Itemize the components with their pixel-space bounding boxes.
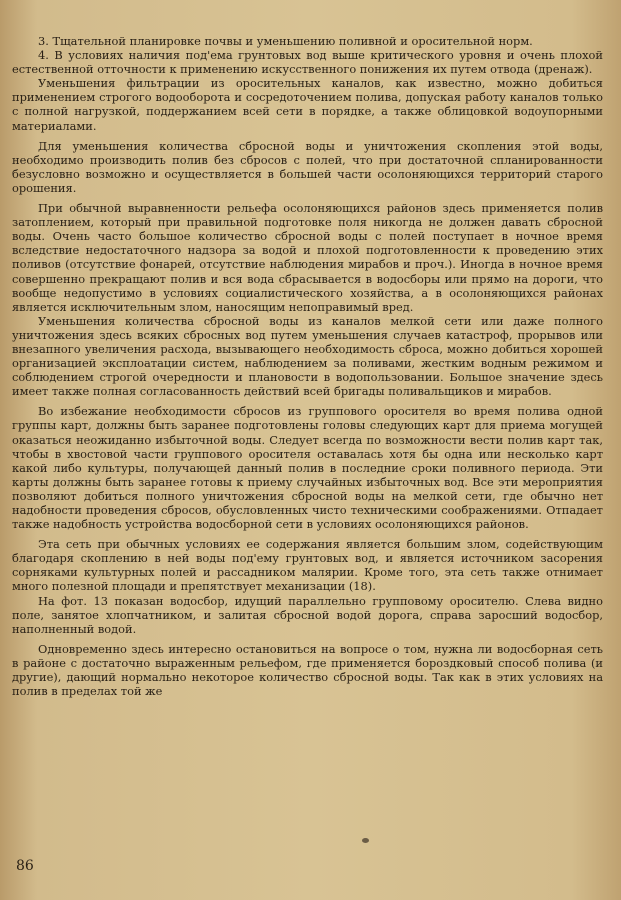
paragraph: Уменьшения фильтрации из оросительных каналов, как известно, можно добиться применением строгого водооборота и сосредоточением полива, допуская работу каналов только с полной нагрузкой, поддержанием всей сети в порядке, а также облицовкой водоупорными материалами. <box>12 76 603 133</box>
body-text <box>12 34 603 698</box>
paragraph: Одновременно здесь интересно остановиться на вопросе о том, нужна ли водосборная сеть в районе с достаточно выраженным рельефом, где применяется бороздковый способ полива (и другие), дающий нормально некоторое количество сбросной воды. Так как в этих условиях на полив в пределах той же <box>12 641 603 699</box>
paragraph: Уменьшения количества сбросной воды из каналов мелкой сети или даже полного уничтожения здесь всяких сбросных вод путем уменьшения случаев катастроф, прорывов или внезапного увеличения расхода, вызывающего необходимость сброса, можно добиться хорошей организацией эксплоатации систем, наблюдением за поливами, жестким водным режимом и соблюдением строгой очередности и плановости в водопользовании. Большое значение здесь имеет также полная согласованность действий всей бригады поливальщиков и мирабов. <box>12 313 603 399</box>
page-number: 86 <box>16 858 34 874</box>
paragraph: Для уменьшения количества сбросной воды и уничтожения скопления этой воды, необходимо производить полив без сбросов с полей, что при достаточной спланированности безусловно возможно и осуществляется в большей части осолоняющихся территорий старого орошения. <box>12 138 603 195</box>
paragraph: Во избежание необходимости сбросов из группового оросителя во время полива одной группы карт, должны быть заранее подготовлены головы следующих карт для приема могущей оказаться неожиданно избыточной воды. Следует всегда по возможности вести полив карт так, чтобы в хвостовой части группового оросителя оставалась хотя бы одна или несколько карт какой либо культуры, получающей данный полив в последние сроки поливного периода. Эти карты должны быть заранее готовы к приему случайных избыточных вод. Все эти мероприятия позволяют добиться полного уничтожения сбросной воды на мелкой сети, где обычно нет надобности проведения сбросов, обусловленных чисто техническими соображениями. Отпадает также надобность устройства водосборной сети в условиях осолоняющихся районов. <box>12 404 603 532</box>
paragraph: Эта сеть при обычных условиях ее содержания является большим злом, содействующим благодаря скоплению в ней воды под'ему грунтовых вод, и является источником засорения сорняками культурных полей и рассадником малярии. Кроме того, эта сеть также отнимает много полезной площади и препятствует механизации (18). <box>12 537 603 594</box>
paragraph: При обычной выравненности рельефа осолоняющихся районов здесь применяется полив затоплением, который при правильной подготовке поля никогда не должен давать сбросной воды. Очень часто большое количество сбросной воды с полей поступает в ночное время вследствие недостаточного надзора за водой и плохой подготовленности к проведению этих поливов (отсутствие фонарей, отсутствие наблюдения мирабов и проч.). Иногда в ночное время совершенно прекращают полив и вся вода сбрасывается в водосборы или прямо на дороги, что вообще недопустимо в условиях социалистического хозяйства, а в осолоняющихся районах является исключительным злом, наносящим непоправимый вред. <box>12 201 603 314</box>
ink-speck <box>362 838 369 843</box>
paragraph: На фот. 13 показан водосбор, идущий параллельно групповому оросителю. Слева видно поле, занятое хлопчатником, и залитая сбросной водой дорога, справа заросший водосбор, наполненный водой. <box>12 593 603 636</box>
paragraph: 4. В условиях наличия под'ема грунтовых вод выше критического уровня и очень плохой естественной отточности к применению искусственного понижения их путем отвода (дренаж). <box>12 48 603 77</box>
paragraph: 3. Тщательной планировке почвы и уменьшению поливной и оросительной норм. <box>38 34 533 48</box>
